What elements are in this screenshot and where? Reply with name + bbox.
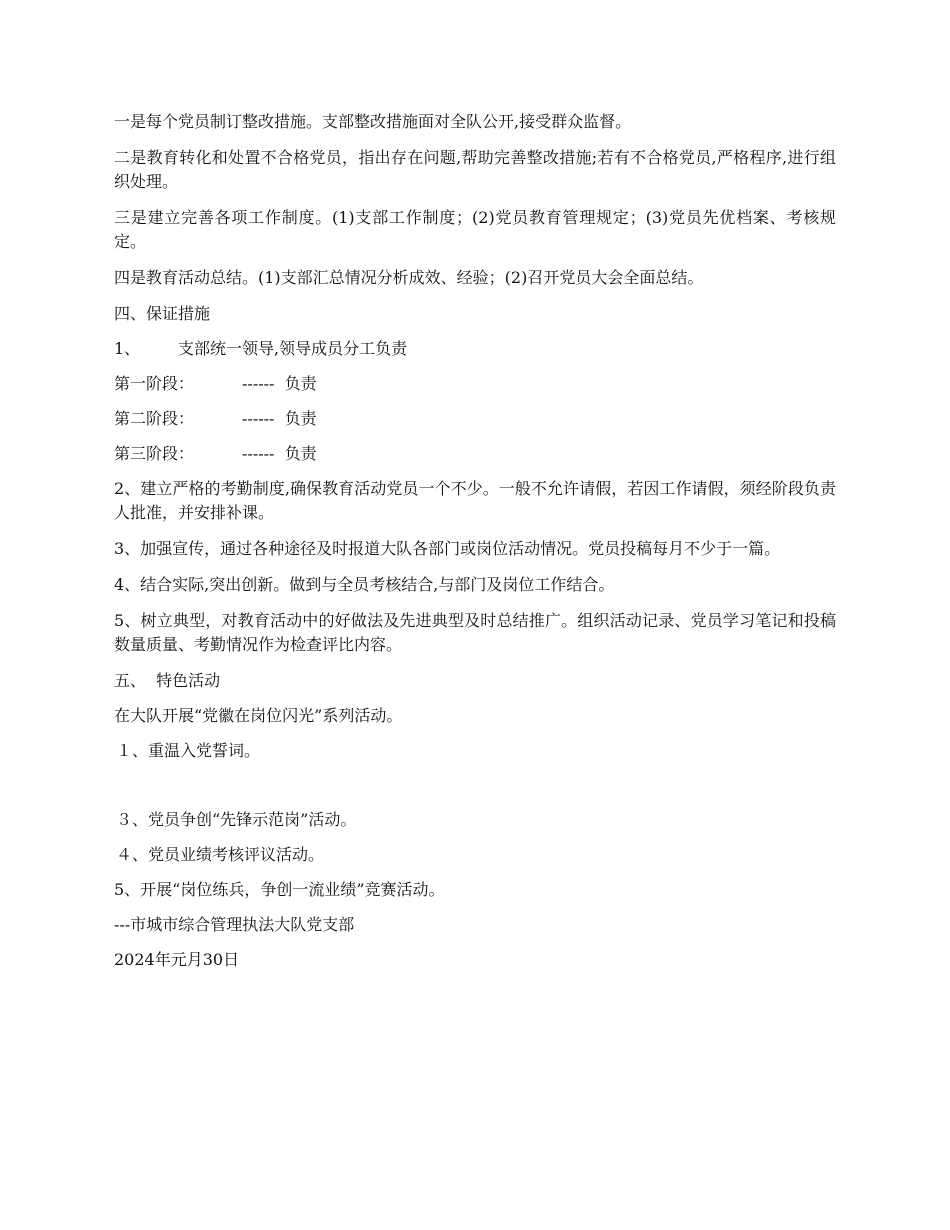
stage-1-value: ------ 负责 (242, 374, 317, 393)
stage-3-value: ------ 负责 (242, 444, 317, 463)
signature: ---市城市综合管理执法大队党支部 (114, 915, 355, 934)
activity-intro: 在大队开展“党徽在岗位闪光”系列活动。 (114, 706, 403, 725)
item-1-number: 1、 (114, 339, 141, 358)
section-heading-4: 四、保证措施 (114, 304, 211, 323)
stage-2-value: ------ 负责 (242, 409, 317, 428)
item-1 (114, 337, 836, 361)
item-1-text: 支部统一领导,领导成员分工负责 (178, 339, 408, 358)
blank-gap (114, 774, 836, 808)
stage-3-row (114, 442, 836, 466)
paragraph-1: 一是每个党员制订整改措施。支部整改措施面对全队公开,接受群众监督。 (114, 112, 632, 131)
document-page (114, 110, 836, 983)
activity-3: ３、党员争创“先锋示范岗”活动。 (116, 810, 357, 829)
stage-2-row (114, 407, 836, 431)
stage-2-label: 第二阶段： (114, 409, 195, 428)
paragraph-2: 二是教育转化和处置不合格党员，指出存在问题,帮助完善整改措施;若有不合格党员,严格程序,进行组织处理。 (114, 148, 836, 191)
item-4: 4、结合实际,突出创新。做到与全员考核结合,与部门及岗位工作结合。 (114, 575, 615, 594)
paragraph-3: 三是建立完善各项工作制度。(1)支部工作制度；(2)党员教育管理规定；(3)党员先优档案、考核规定。 (114, 208, 836, 251)
item-3: 3、加强宣传，通过各种途径及时报道大队各部门或岗位活动情况。党员投稿每月不少于一篇。 (114, 539, 781, 558)
activity-5: 5、开展“岗位练兵，争创一流业绩”竞赛活动。 (114, 880, 445, 899)
section-heading-5: 五、 特色活动 (114, 671, 221, 690)
date: 2024年元月30日 (114, 950, 240, 969)
item-2: 2、建立严格的考勤制度,确保教育活动党员一个不少。一般不允许请假，若因工作请假，须经阶段负责人批准，并安排补课。 (114, 479, 836, 522)
activity-1: １、重温入党誓词。 (116, 741, 261, 760)
item-5: 5、树立典型，对教育活动中的好做法及先进典型及时总结推广。组织活动记录、党员学习笔记和投稿数量质量、考勤情况作为检查评比内容。 (114, 611, 836, 654)
stage-1-row (114, 372, 836, 396)
activity-4: ４、党员业绩考核评议活动。 (116, 845, 325, 864)
stage-1-label: 第一阶段： (114, 374, 195, 393)
stage-3-label: 第三阶段： (114, 444, 195, 463)
paragraph-4: 四是教育活动总结。(1)支部汇总情况分析成效、经验；(2)召开党员大会全面总结。 (114, 268, 704, 287)
